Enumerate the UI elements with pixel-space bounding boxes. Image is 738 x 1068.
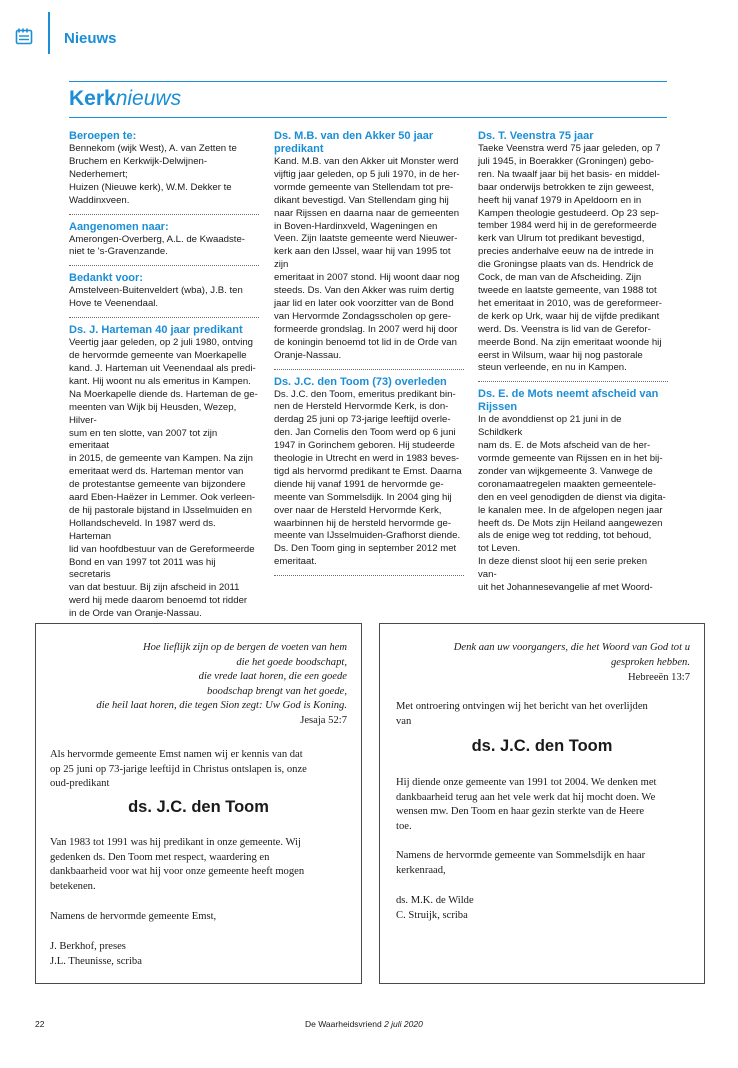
news-column-3 <box>478 130 668 595</box>
deceased-name: ds. J.C. den Toom <box>471 737 613 755</box>
page-title-bold: Kerk <box>69 87 116 110</box>
memorial-notice-emst <box>35 623 362 984</box>
news-text: Veertig jaar geleden, op 2 juli 1980, ontving de hervormde gemeente van Moerkapelle kand. J. Harteman uit Veenendaal als predi- kant. Hij woont nu als emeritus in Kampen. Na Moerkapelle diende ds. Harteman de ge- meenten van Wijk bij Heusden, Wezep, Hilver- sum en ten slotte, van 2007 tot zijn emeritaat in 2015, de gemeente van Kampen. Na zijn emeritaat werd ds. Harteman mentor van de protestantse gemeente van bijzondere aard Eben-Haëzer in Lemmer. Ook verleen- de hij pastorale bijstand in IJsselmuiden en Hollandscheveld. In 1987 werd ds. Harteman lid van hoofdbestuur van de Gereformeerde Bond en van 1997 tot 2011 was hij secretaris van dat bestuur. Bij zijn afscheid in 2011 werd hij mede daarom benoemd tot ridder in de Orde van Oranje-Nassau. <box>69 337 258 620</box>
news-heading: Ds. J.C. den Toom (73) overleden <box>274 375 447 388</box>
dotted-divider <box>274 369 464 370</box>
dotted-divider <box>69 214 259 215</box>
news-heading: Ds. J. Harteman 40 jaar predikant <box>69 324 243 337</box>
news-text: Kand. M.B. van den Akker uit Monster werd vijftig jaar geleden, op 5 juli 1970, in de her- vormde gemeente van Stellendam tot pre- dikant bevestigd. Van Stellendam ging hij naar Rijssen en daarna naar de gemeenten in Boven-Hardinxveld, Wageningen en Veen. Zijn laatste gemeente werd Nieuwer- kerk aan den IJssel, waar hij van 1995 tot zijn emeritaat in 2007 stond. Hij woont daar nog steeds. Ds. Van den Akker was ruim dertig jaar lid en later ook voorzitter van de Bond van Hervormde Zondagsscholen op gere- formeerde grondslag. In 2007 werd hij door de koningin benoemd tot lid in de Orde van Oranje-Nassau. <box>274 156 460 361</box>
news-item <box>478 130 668 375</box>
news-text: Amerongen-Overberg, A.L. de Kwaadste- niet te 's-Gravenzande. <box>69 233 245 258</box>
news-column-1 <box>69 130 259 621</box>
news-text: Bennekom (wijk West), A. van Zetten te Bruchem en Kerkwijk-Delwijnen- Nederhemert; Huizen (Nieuwe kerk), W.M. Dekker te Waddinxveen. <box>69 143 237 206</box>
notice-closing: Namens de hervormde gemeente Emst, <box>50 911 217 922</box>
news-column-2 <box>274 130 464 582</box>
notice-intro: Met ontroering ontvingen wij het bericht van het overlijden van <box>396 701 648 727</box>
header-divider <box>48 12 50 54</box>
issue-date: 2 juli 2020 <box>384 1019 423 1029</box>
verse-reference: Hebreeën 13:7 <box>627 672 690 683</box>
notice-signature: J. Berkhof, preses J.L. Theunisse, scriba <box>50 941 142 967</box>
news-item <box>69 130 259 208</box>
notice-body: Van 1983 tot 1991 was hij predikant in onze gemeente. Wij gedenken ds. Den Toom met respect, waardering en dankbaarheid voor wat hij voor onze gemeente heeft mogen betekenen. <box>50 837 305 892</box>
news-heading: Beroepen te: <box>69 130 137 142</box>
news-heading: Aangenomen naar: <box>69 220 169 233</box>
notice-signature: ds. M.K. de Wilde C. Struijk, scriba <box>396 895 474 921</box>
memorial-notice-sommelsdijk <box>379 623 705 984</box>
news-text: Ds. J.C. den Toom, emeritus predikant bin- nen de Hersteld Hervormde Kerk, is don- derdag 25 juni op 73-jarige leeftijd overle- den. Jan Cornelis den Toom werd op 6 juni 1947 in Gorinchem geboren. Hij studeerde theologie in Utrecht en werd in 1983 beves- tigd als hervormd predikant te Emst. Daarna diende hij vanaf 1991 de hervormde ge- meente van Sommelsdijk. In 2004 ging hij over naar de Hersteld Hervormde Kerk, waarbinnen hij de hersteld hervormde ge- meente van IJsselmuiden-Grafhorst diende. Ds. Den Toom ging in september 2012 met emeritaat. <box>274 388 462 568</box>
bible-verse: Denk aan uw voorgangers, die het Woord van God tot u gesproken hebben. <box>453 642 690 668</box>
news-item <box>69 221 259 260</box>
news-item <box>69 324 259 621</box>
newspaper-icon <box>14 26 36 48</box>
deceased-name: ds. J.C. den Toom <box>128 798 269 816</box>
dotted-divider <box>478 381 668 382</box>
title-rule-bottom <box>69 117 667 118</box>
notice-closing: Namens de hervormde gemeente van Sommelsdijk en haar kerkenraad, <box>396 850 646 876</box>
news-text: Amstelveen-Buitenveldert (wba), J.B. ten Hove te Veenendaal. <box>69 285 243 310</box>
news-item <box>274 376 464 570</box>
dotted-divider <box>274 575 464 576</box>
news-item <box>274 130 464 363</box>
magazine-name: De Waarheidsvriend <box>305 1019 382 1029</box>
news-heading: Ds. M.B. van den Akker 50 jaar predikant <box>274 130 434 155</box>
page-title-italic: nieuws <box>115 87 182 110</box>
news-text: Taeke Veenstra werd 75 jaar geleden, op 7 juli 1945, in Boerakker (Groningen) gebo- ren. Na twaalf jaar bij het basis- en middel- baar onderwijs betrokken te zijn geweest, heeft hij vanaf 1979 in Apeldoorn en in Kampen theologie gestudeerd. Op 23 sep- tember 1984 werd hij in de gereformeerde kerk van Ulrum tot predikant bevestigd, precies anderhalve eeuw na de intrede in die Groningse plaats van ds. Hendrick de Cock, de man van de Afscheiding. Zijn tweede en laatste gemeente, van 1988 tot het emeritaat in 2010, was de gereformeer- de kerk op Urk, waar hij de vijfde predikant werd. Ds. Veenstra is lid van de Gerefor- meerde Bond. Na zijn emeritaat woonde hij eerst in Wilsum, waar hij nog pastorale steun verleende, en nu in Kampen. <box>478 143 662 374</box>
notice-intro: Als hervormde gemeente Emst namen wij er kennis van dat op 25 juni op 73-jarige leeftijd in Christus ontslapen is, onze oud-predikant <box>50 749 307 790</box>
bible-verse: Hoe lieflijk zijn op de bergen de voeten van hem die het goede boodschapt, die vrede laat horen, die een goede boodschap brengt van het goede, die heil laat horen, die tegen Sion zegt: Uw God is Koning. <box>96 642 347 712</box>
news-text: In de avonddienst op 21 juni in de Schildkerk nam ds. E. de Mots afscheid van de her- vormde gemeente van Rijssen en in het bij- zonder van wijkgemeente 3. Vanwege de coronamaatregelen maakten gemeentele- den en veel genodigden de dienst via digita- le kanalen mee. In de afgelopen negen jaar heeft ds. De Mots zijn Heiland aangewezen als de enige weg tot redding, tot behoud, tot Leven. In deze dienst sloot hij een serie preken van- uit het Johannesevangelie af met Woord- <box>478 414 666 594</box>
news-item <box>478 388 668 595</box>
notice-body: Hij diende onze gemeente van 1991 tot 2004. We denken met dankbaarheid terug aan het vele werk dat hij mocht doen. We wensen mw. Den Toom en haar gezin sterkte van de Heere toe. <box>396 777 657 832</box>
news-heading: Ds. T. Veenstra 75 jaar <box>478 130 594 142</box>
magazine-credit <box>305 1019 423 1029</box>
title-rule-top <box>69 81 667 82</box>
dotted-divider <box>69 317 259 318</box>
page-title <box>69 87 181 111</box>
news-item <box>69 272 259 311</box>
news-heading: Ds. E. de Mots neemt afscheid van Rijssen <box>478 388 659 414</box>
section-label: Nieuws <box>64 30 117 47</box>
verse-reference: Jesaja 52:7 <box>300 715 347 726</box>
page-number: 22 <box>35 1019 45 1029</box>
dotted-divider <box>69 265 259 266</box>
news-heading: Bedankt voor: <box>69 272 143 285</box>
